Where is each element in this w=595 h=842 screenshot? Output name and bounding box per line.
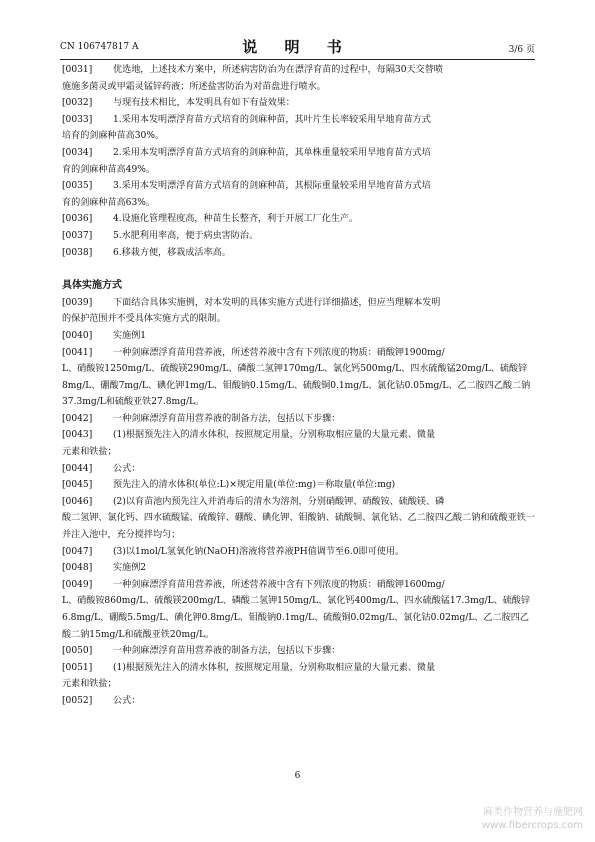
page-number: 6: [294, 771, 301, 781]
paragraph-first-line: 5.水肥利用率高，便于病虫害防治。: [113, 230, 259, 241]
paragraph: [62, 577, 538, 643]
paragraph-first-line: 与现有技术相比，本发明具有如下有益效果：: [113, 98, 295, 109]
paragraph-first-line: 优选地，上述技术方案中，所述病害防治为在漂浮育苗的过程中，每隔30天交替喷: [113, 65, 443, 75]
paragraph: [62, 228, 538, 245]
paragraph-continuation: L、硝酸铵860mg/L、硫酸镁200mg/L、磷酸二氢钾150mg/L、氯化钙400mg/L、四水硫酸锰17.3mg/L、硫酸锌6.8mg/L、硼酸5.5mg/L、碘化钾0.8mg/L、钼酸钠0.1mg/L、硫酸铜0.02mg/L、氯化钴0.02mg/L、乙二胺四乙酸二钠15mg/L和硫酸亚铁20mg/L。: [62, 596, 531, 640]
paragraph: [62, 427, 538, 460]
paragraph-continuation: 元素和铁盐；: [62, 679, 117, 690]
paragraph-number: [0045]: [62, 480, 93, 491]
page-header: [60, 30, 535, 58]
paragraph-number: [0034]: [62, 147, 93, 158]
paragraph: [62, 461, 538, 478]
paragraph-first-line: 实施例2: [113, 563, 147, 574]
paragraph-first-line: (2)以育苗池内预先注入并消毒后的清水为溶剂，分别硝酸钾、硝酸铵、硫酸镁、磷: [113, 496, 445, 507]
paragraph-number: [0052]: [62, 695, 93, 706]
paragraph: [62, 345, 538, 411]
paragraph: [62, 477, 538, 494]
paragraph: [62, 643, 538, 660]
paragraph: [62, 560, 538, 577]
paragraph-continuation: 元素和铁盐；: [62, 447, 117, 458]
watermark: [482, 806, 583, 832]
paragraph-first-line: 3.采用本发明漂浮育苗方式培育的剑麻种苗，其根际重量较采用旱地育苗方式培: [113, 181, 431, 192]
paragraph-number: [0032]: [62, 98, 93, 109]
paragraph: [62, 62, 538, 95]
paragraph-number: [0035]: [62, 181, 93, 192]
paragraph-number: [0036]: [62, 214, 93, 225]
paragraph-continuation: 培育的剑麻种苗高30%。: [62, 131, 165, 142]
paragraph-continuation: L、硝酸铵1250mg/L、硫酸镁290mg/L、磷酸二氢钾170mg/L、氯化钙500mg/L、四水硫酸锰20mg/L、硫酸锌8mg/L、硼酸7mg/L、碘化钾1mg/L、钼酸钠0.15mg/L、硫酸铜0.1mg/L、氯化钴0.05mg/L、乙二胺四乙酸二钠37.3mg/L和硫酸亚铁27.8mg/L。: [62, 364, 531, 408]
paragraph: [62, 494, 538, 544]
paragraph: [62, 328, 538, 345]
paragraph-first-line: 6.移栽方便，移栽成活率高。: [113, 247, 231, 258]
header-divider: [60, 59, 535, 60]
paragraph-first-line: 实施例1: [113, 330, 147, 341]
paragraph-number: [0047]: [62, 546, 93, 557]
paragraph: [62, 145, 538, 178]
paragraph-number: [0048]: [62, 563, 93, 574]
paragraph-group-embodiments: [62, 295, 538, 710]
paragraph-first-line: (3)以1mol/L氢氧化钠(NaOH)溶液将营养液PH值调节至6.0即可使用。: [113, 546, 405, 557]
paragraph-first-line: 2.采用本发明漂浮育苗方式培育的剑麻种苗，其单株重量较采用旱地育苗方式培: [113, 147, 431, 158]
paragraph-first-line: 一种剑麻漂浮育苗用营养液，所述营养液中含有下列浓度的物质：硝酸钾1600mg/: [113, 579, 445, 590]
paragraph: [62, 95, 538, 112]
document-title: 说 明 书: [242, 38, 353, 56]
page-indicator: 3/6 页: [508, 45, 535, 55]
paragraph: [62, 693, 538, 710]
watermark-line-1: 麻类作物营养与施肥网: [483, 807, 583, 818]
paragraph: [62, 112, 538, 145]
paragraph-number: [0046]: [62, 496, 93, 507]
watermark-line-2: www.fibercrops.com: [481, 820, 583, 831]
paragraph-number: [0043]: [62, 430, 93, 441]
patent-number: CN 106747817 A: [60, 42, 139, 52]
paragraph-first-line: 一种剑麻漂浮育苗用营养液的制备方法，包括以下步骤：: [113, 413, 341, 424]
paragraph-first-line: 4.设施化管理程度高，种苗生长整齐，利于开展工厂化生产。: [113, 214, 359, 225]
section-title: 具体实施方式: [62, 280, 122, 292]
paragraph: [62, 245, 538, 262]
paragraph-number: [0042]: [62, 413, 93, 424]
paragraph-number: [0041]: [62, 347, 93, 358]
paragraph-first-line: (1)根据预先注入的清水体积，按照规定用量，分别称取相应量的大量元素、微量: [113, 430, 436, 441]
paragraph-number: [0044]: [62, 463, 93, 474]
paragraph-number: [0051]: [62, 662, 93, 673]
paragraph: [62, 211, 538, 228]
paragraph: [62, 544, 538, 561]
paragraph-first-line: 公式：: [113, 695, 141, 706]
paragraph-first-line: 一种剑麻漂浮育苗用营养液，所述营养液中含有下列浓度的物质：硝酸钾1900mg/: [113, 347, 445, 358]
paragraph: [62, 178, 538, 211]
paragraph-first-line: 一种剑麻漂浮育苗用营养液的制备方法，包括以下步骤：: [113, 646, 341, 657]
document-body: [62, 62, 538, 710]
paragraph-number: [0037]: [62, 230, 93, 241]
paragraph-first-line: 下面结合具体实施例，对本发明的具体实施方式进行详细描述，但应当理解本发明: [113, 297, 441, 308]
paragraph-first-line: 预先注入的清水体积(单位:L)×规定用量(单位:mg)＝称取量(单位:mg): [113, 480, 396, 491]
paragraph-first-line: 1.采用本发明漂浮育苗方式培育的剑麻种苗，其叶片生长率较采用旱地育苗方式: [113, 114, 431, 125]
paragraph-first-line: 公式：: [113, 463, 141, 474]
paragraph-number: [0050]: [62, 646, 93, 657]
paragraph-number: [0038]: [62, 247, 93, 258]
paragraph-number: [0031]: [62, 65, 93, 75]
paragraph: [62, 295, 538, 328]
paragraph-continuation: 育的剑麻种苗高63%。: [62, 197, 155, 208]
paragraph-number: [0049]: [62, 579, 93, 590]
paragraph-first-line: (1)根据预先注入的清水体积，按照规定用量，分别称取相应量的大量元素、微量: [113, 662, 436, 673]
paragraph: [62, 660, 538, 693]
paragraph-continuation: 育的剑麻种苗高49%。: [62, 164, 155, 175]
paragraph-number: [0033]: [62, 114, 93, 125]
paragraph-number: [0039]: [62, 297, 93, 308]
paragraph-continuation: 施施多菌灵或甲霜灵锰锌药液；所述盐害防治为对苗盘进行喷水。: [62, 81, 326, 92]
paragraph-continuation: 酸二氢钾、氯化钙、四水硫酸锰、硫酸锌、硼酸、碘化钾、钼酸钠、硫酸铜、氯化钴、乙二胺四乙酸二钠和硫酸亚铁一并注入池中，充分搅拌均匀；: [62, 513, 535, 541]
paragraph-continuation: 的保护范围并不受具体实施方式的限制。: [62, 314, 226, 325]
paragraph: [62, 411, 538, 428]
paragraph-group-benefits: [62, 62, 538, 261]
paragraph-number: [0040]: [62, 330, 93, 341]
